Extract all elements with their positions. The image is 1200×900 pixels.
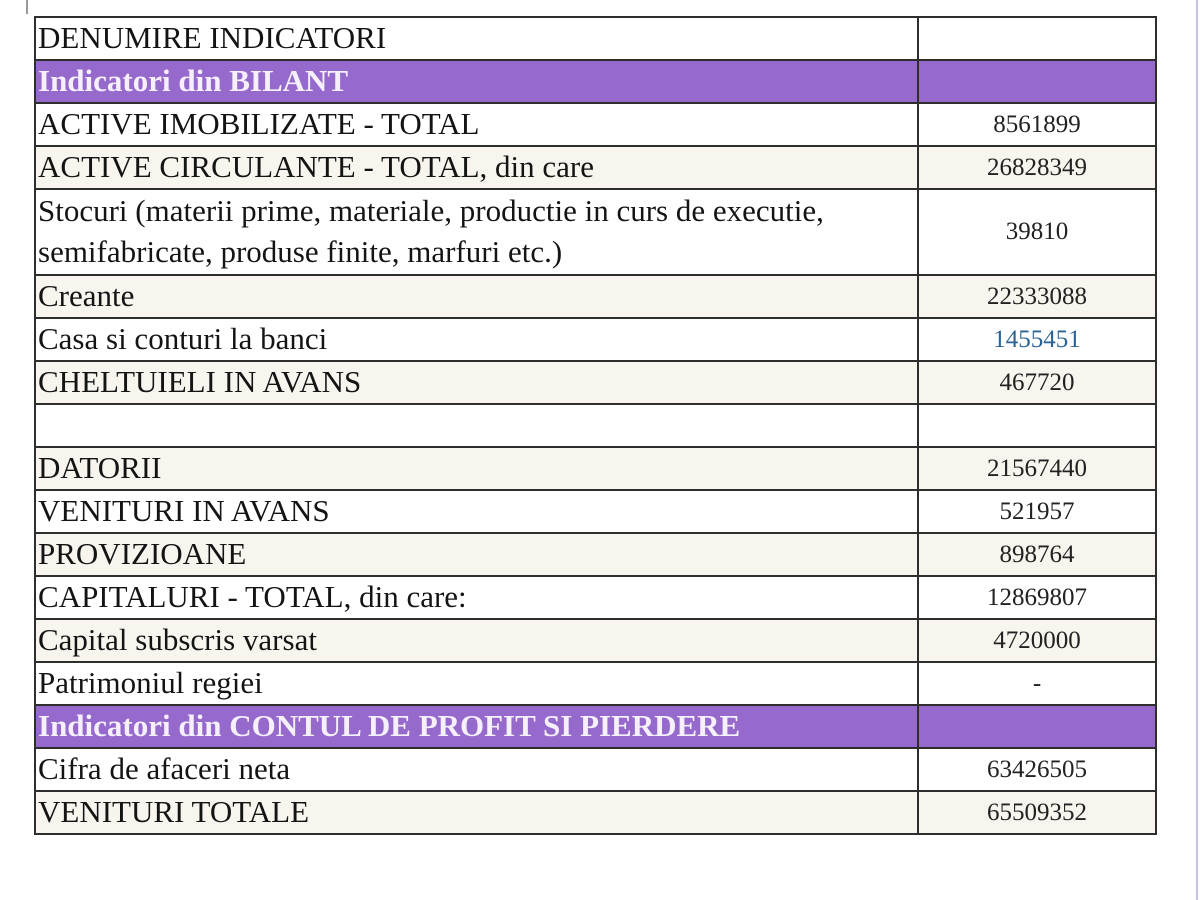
table-header-row — [35, 17, 1156, 60]
indicator-label-cell — [35, 404, 918, 447]
indicator-value-cell: 4720000 — [918, 619, 1156, 662]
table-row — [35, 662, 1156, 705]
indicator-value-cell: 39810 — [918, 189, 1156, 275]
indicator-label-cell: CAPITALURI - TOTAL, din care: — [35, 576, 918, 619]
section-title: Indicatori din CONTUL DE PROFIT SI PIERDERE — [35, 705, 918, 748]
section-header-row — [35, 705, 1156, 748]
table-row — [35, 533, 1156, 576]
indicator-label-cell: VENITURI TOTALE — [35, 791, 918, 834]
indicator-value-cell — [918, 17, 1156, 60]
table-row — [35, 447, 1156, 490]
indicator-value-link[interactable]: 1455451 — [918, 318, 1156, 361]
table-row — [35, 748, 1156, 791]
indicator-label-cell: VENITURI IN AVANS — [35, 490, 918, 533]
table-row — [35, 361, 1156, 404]
indicator-value-cell — [918, 705, 1156, 748]
indicator-value-cell: 8561899 — [918, 103, 1156, 146]
indicator-value-cell: 467720 — [918, 361, 1156, 404]
table-row — [35, 318, 1156, 361]
indicator-value-cell: 12869807 — [918, 576, 1156, 619]
indicator-value-cell: - — [918, 662, 1156, 705]
indicator-value-cell: 63426505 — [918, 748, 1156, 791]
table-row — [35, 189, 1156, 275]
indicator-label-cell: Creante — [35, 275, 918, 318]
indicator-label-cell: ACTIVE IMOBILIZATE - TOTAL — [35, 103, 918, 146]
table-row — [35, 146, 1156, 189]
indicator-label-cell: Cifra de afaceri neta — [35, 748, 918, 791]
indicator-value-cell: 26828349 — [918, 146, 1156, 189]
table-row — [35, 404, 1156, 447]
indicator-value-cell: 65509352 — [918, 791, 1156, 834]
indicator-value-cell: 521957 — [918, 490, 1156, 533]
table-row — [35, 490, 1156, 533]
indicator-value-cell: 898764 — [918, 533, 1156, 576]
table-row — [35, 275, 1156, 318]
indicator-label-cell: Capital subscris varsat — [35, 619, 918, 662]
indicator-value-cell — [918, 60, 1156, 103]
table-row — [35, 103, 1156, 146]
section-title: Indicatori din BILANT — [35, 60, 918, 103]
indicator-label-cell: DENUMIRE INDICATORI — [35, 17, 918, 60]
scrolled-table-border-remnant — [26, 0, 28, 14]
table-row — [35, 619, 1156, 662]
indicator-label-cell: Stocuri (materii prime, materiale, productie in curs de executie, semifabricate, produse finite, marfuri etc.) — [35, 189, 918, 275]
indicator-label-cell: CHELTUIELI IN AVANS — [35, 361, 918, 404]
indicator-label-cell: Patrimoniul regiei — [35, 662, 918, 705]
indicators-table — [34, 16, 1157, 835]
indicator-label-cell: PROVIZIOANE — [35, 533, 918, 576]
indicator-value-cell: 22333088 — [918, 275, 1156, 318]
indicator-value-cell: 21567440 — [918, 447, 1156, 490]
indicator-value-cell — [918, 404, 1156, 447]
table-row — [35, 791, 1156, 834]
section-header-row — [35, 60, 1156, 103]
indicator-label-cell: Casa si conturi la banci — [35, 318, 918, 361]
indicator-label-cell: ACTIVE CIRCULANTE - TOTAL, din care — [35, 146, 918, 189]
page-right-edge-line — [1196, 0, 1198, 900]
table-row — [35, 576, 1156, 619]
indicator-label-cell: DATORII — [35, 447, 918, 490]
